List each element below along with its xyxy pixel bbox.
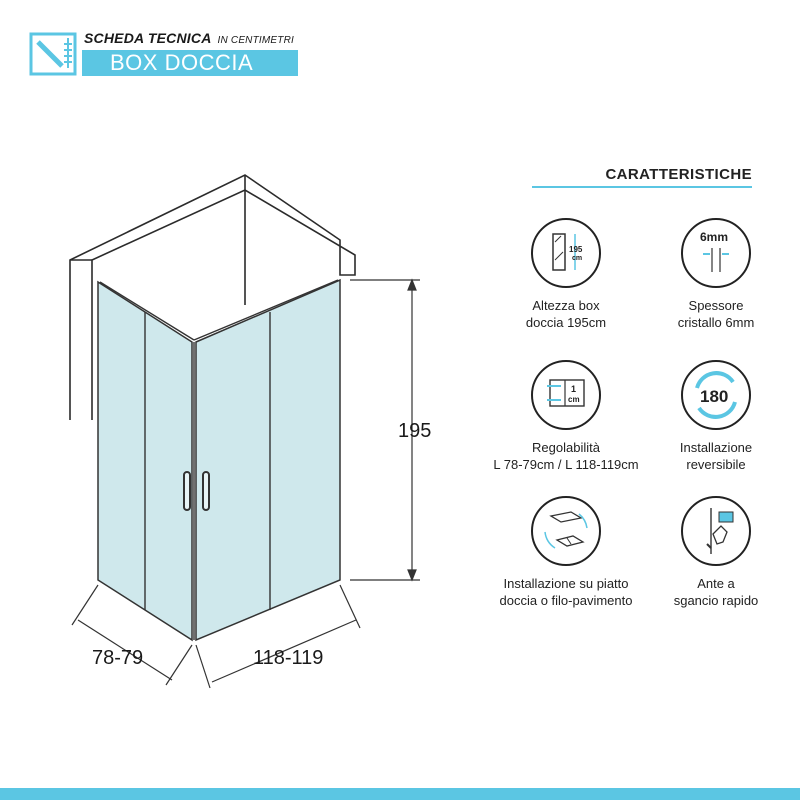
header-title — [84, 30, 294, 46]
shower-box-drawing — [0, 160, 460, 720]
feature-reversible-line2: reversibile — [686, 457, 746, 472]
glass-thickness-icon — [681, 218, 751, 288]
feature-adjustable-line2: L 78-79cm / L 118-119cm — [493, 457, 639, 472]
feature-installation-line1: Installazione su piatto — [503, 576, 629, 591]
feature-quick-release-line1: Ante a — [697, 576, 735, 591]
feature-glass — [616, 218, 800, 331]
feature-height-line1: Altezza box — [532, 298, 600, 313]
spec-subtitle: IN CENTIMETRI — [217, 35, 295, 46]
height-badge-unit: cm — [572, 255, 583, 262]
adjust-badge: 1 — [571, 384, 577, 394]
feature-installation-line2: doccia o filo-pavimento — [499, 593, 633, 608]
front-glass-panel — [196, 280, 340, 640]
product-name: BOX DOCCIA — [82, 50, 298, 76]
feature-reversible — [616, 360, 800, 473]
features-divider — [532, 186, 752, 188]
feature-glass-line1: Spessore — [688, 298, 744, 313]
height-dimension-label: 195 — [398, 420, 432, 442]
feature-reversible-line1: Installazione — [679, 440, 753, 455]
feature-quick-release — [616, 496, 800, 609]
feature-quick-release-line2: sgancio rapido — [673, 593, 759, 608]
ruler-pencil-icon — [28, 28, 78, 78]
spec-title: SCHEDA TECNICA — [84, 30, 212, 46]
feature-adjustable-line1: Regolabilità — [532, 440, 600, 455]
reversible-badge: 180 — [700, 387, 729, 406]
width-dimension-label: 118-119 — [253, 647, 324, 669]
tray-or-floor-icon — [531, 496, 601, 566]
bottom-accent-band — [0, 788, 800, 800]
quick-release-icon — [681, 496, 751, 566]
reversible-180-icon — [681, 360, 751, 430]
feature-height-line2: doccia 195cm — [525, 315, 607, 330]
adjust-badge-unit: cm — [568, 395, 580, 404]
height-badge: 195 — [569, 245, 583, 254]
feature-glass-line2: cristallo 6mm — [677, 315, 755, 330]
glass-badge: 6mm — [700, 230, 729, 244]
height-195-icon — [531, 218, 601, 288]
adjustable-width-icon — [531, 360, 601, 430]
features-title: CARATTERISTICHE — [605, 166, 752, 183]
depth-dimension-label: 78-79 — [92, 647, 144, 669]
